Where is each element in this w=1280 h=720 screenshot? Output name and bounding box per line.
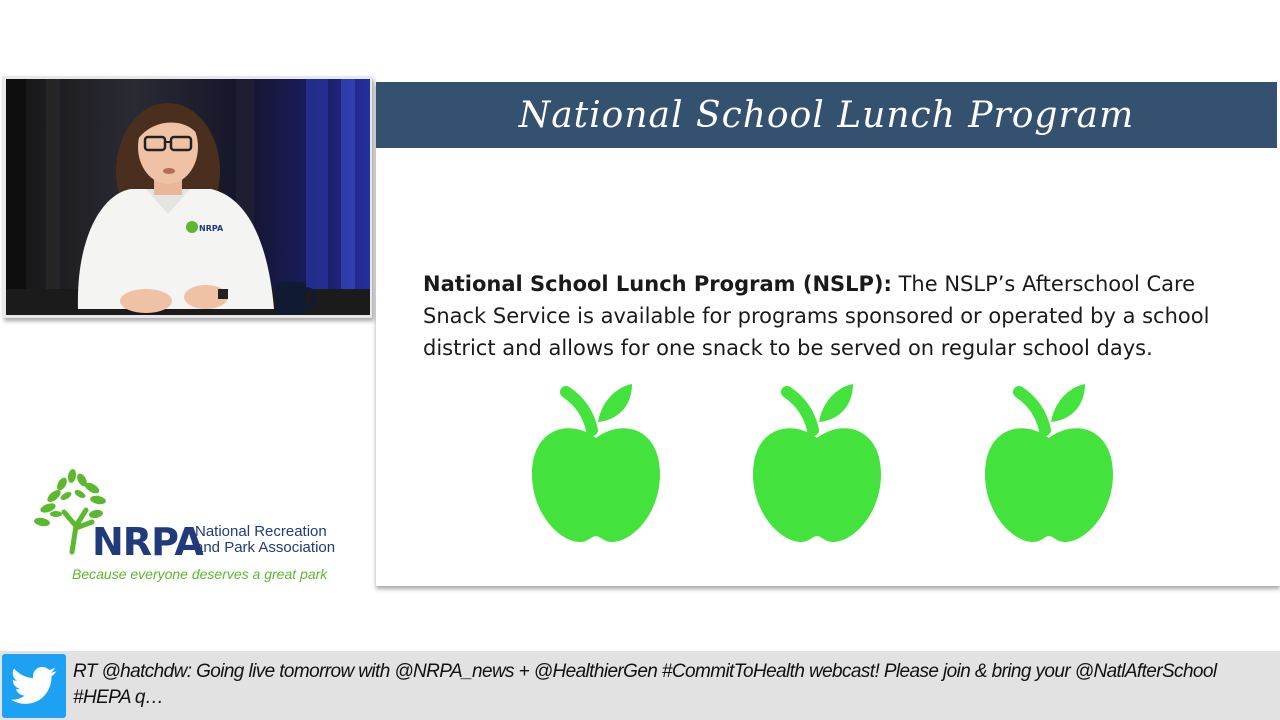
- nrpa-full-name: [195, 524, 335, 556]
- apple-icon: [983, 382, 1115, 544]
- webcam-video: [6, 79, 370, 315]
- apple-icon: [530, 382, 662, 544]
- nrpa-tagline: Because everyone deserves a great park: [72, 566, 328, 582]
- apple-icon: [751, 382, 883, 544]
- shirt-logo-text: NRPA: [199, 224, 224, 233]
- slide-body-text: [423, 268, 1243, 364]
- webcam-frame: [2, 76, 372, 318]
- nrpa-name-line2: and Park Association: [195, 539, 336, 556]
- presenter-illustration: [6, 79, 370, 315]
- slide-title-bar: [376, 82, 1277, 148]
- slide-body-bold: National School Lunch Program (NSLP):: [423, 272, 892, 296]
- tweet-text: RT @hatchdw: Going live tomorrow with @NRPA_news + @HealthierGen #CommitToHealth webcast! Please join & bring your @NatlAfterSchool #HEPA q…: [73, 661, 1217, 708]
- slide-body-description: The NSLP’s Afterschool Care Snack Service is available for programs sponsored or operated by a school district and allows for one snack to be served on regular school days.: [423, 272, 1210, 360]
- slide-title: National School Lunch Program: [518, 94, 1135, 136]
- presentation-slide: [376, 82, 1280, 586]
- nrpa-wordmark: NRPA: [92, 520, 203, 564]
- twitter-bird-icon: [2, 654, 66, 718]
- twitter-ticker: [0, 651, 1280, 720]
- nrpa-name-line1: National Recreation: [195, 523, 327, 540]
